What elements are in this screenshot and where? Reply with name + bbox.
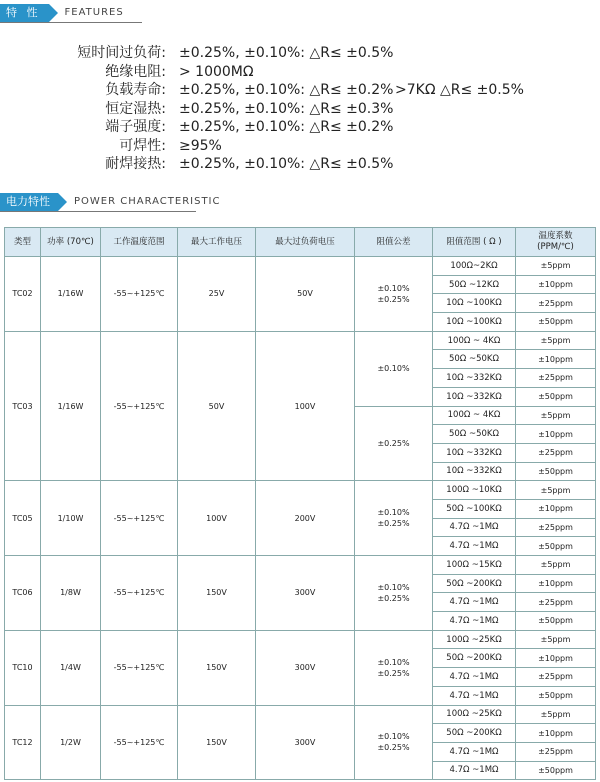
max-overload-voltage-cell: 300V bbox=[256, 556, 355, 631]
tcr-cell: ±50ppm bbox=[516, 313, 596, 332]
tcr-cell: ±50ppm bbox=[516, 462, 596, 481]
column-header: 类型 bbox=[5, 228, 41, 257]
table-row bbox=[5, 331, 596, 350]
column-header: 最大过负荷电压 bbox=[256, 228, 355, 257]
tolerance-cell: ±0.10% ±0.25% bbox=[355, 705, 433, 780]
power-characteristic-table bbox=[4, 227, 596, 780]
table-row bbox=[5, 630, 596, 649]
power-cell: 1/8W bbox=[41, 556, 101, 631]
resistance-range-cell: 4.7Ω ~1MΩ bbox=[433, 761, 516, 780]
resistance-range-cell: 100Ω ~25KΩ bbox=[433, 630, 516, 649]
tolerance-cell: ±0.10% bbox=[355, 331, 433, 406]
column-header: 功率 (70℃) bbox=[41, 228, 101, 257]
power-divider bbox=[0, 211, 196, 212]
tolerance-cell: ±0.10% ±0.25% bbox=[355, 257, 433, 332]
power-cell: 1/10W bbox=[41, 481, 101, 556]
resistance-range-cell: 4.7Ω ~1MΩ bbox=[433, 518, 516, 537]
table-row bbox=[5, 556, 596, 575]
feature-value: > 1000MΩ bbox=[179, 63, 254, 80]
column-header: 阻值公差 bbox=[355, 228, 433, 257]
tcr-cell: ±5ppm bbox=[516, 481, 596, 500]
model-type-cell: TC06 bbox=[5, 556, 41, 631]
tcr-cell: ±10ppm bbox=[516, 350, 596, 369]
resistance-range-cell: 50Ω ~100KΩ bbox=[433, 499, 516, 518]
resistance-range-cell: 10Ω ~332KΩ bbox=[433, 387, 516, 406]
max-voltage-cell: 150V bbox=[178, 705, 256, 780]
resistance-range-cell: 100Ω ~10KΩ bbox=[433, 481, 516, 500]
tcr-cell: ±50ppm bbox=[516, 537, 596, 556]
features-title-en: FEATURES bbox=[64, 7, 124, 18]
feature-row bbox=[62, 137, 222, 156]
feature-row bbox=[62, 81, 524, 100]
feature-label: 耐焊接热: bbox=[105, 156, 166, 172]
feature-label: 短时间过负荷: bbox=[77, 45, 166, 61]
model-type-cell: TC03 bbox=[5, 331, 41, 481]
table-header-row bbox=[5, 228, 596, 257]
column-header: 工作温度范围 bbox=[101, 228, 178, 257]
tcr-cell: ±10ppm bbox=[516, 649, 596, 668]
tcr-cell: ±25ppm bbox=[516, 443, 596, 462]
feature-label: 绝缘电阻: bbox=[105, 63, 166, 80]
max-overload-voltage-cell: 300V bbox=[256, 705, 355, 780]
tcr-cell: ±50ppm bbox=[516, 686, 596, 705]
power-cell: 1/16W bbox=[41, 331, 101, 481]
tolerance-cell: ±0.25% bbox=[355, 406, 433, 481]
temp-range-cell: -55~+125℃ bbox=[101, 556, 178, 631]
features-title-cn: 特 性 bbox=[0, 4, 49, 22]
resistance-range-cell: 50Ω ~200KΩ bbox=[433, 724, 516, 743]
temp-range-cell: -55~+125℃ bbox=[101, 630, 178, 705]
tolerance-cell: ±0.10% ±0.25% bbox=[355, 556, 433, 631]
max-voltage-cell: 50V bbox=[178, 331, 256, 481]
max-overload-voltage-cell: 300V bbox=[256, 630, 355, 705]
max-overload-voltage-cell: 100V bbox=[256, 331, 355, 481]
feature-label: 可焊性: bbox=[119, 137, 166, 154]
column-header: 最大工作电压 bbox=[178, 228, 256, 257]
tcr-cell: ±5ppm bbox=[516, 406, 596, 425]
feature-value: ±0.25%, ±0.10%: △R≤ ±0.2% bbox=[179, 119, 394, 135]
tcr-cell: ±10ppm bbox=[516, 574, 596, 593]
tcr-cell: ±5ppm bbox=[516, 257, 596, 276]
resistance-range-cell: 50Ω ~200KΩ bbox=[433, 649, 516, 668]
feature-value: ±0.25%, ±0.10%: △R≤ ±0.2% bbox=[179, 82, 394, 98]
max-overload-voltage-cell: 200V bbox=[256, 481, 355, 556]
resistance-range-cell: 100Ω ~15KΩ bbox=[433, 556, 516, 575]
features-divider bbox=[0, 22, 142, 23]
resistance-range-cell: 4.7Ω ~1MΩ bbox=[433, 537, 516, 556]
tolerance-cell: ±0.10% ±0.25% bbox=[355, 630, 433, 705]
table-body bbox=[5, 257, 596, 780]
tcr-cell: ±50ppm bbox=[516, 761, 596, 780]
resistance-range-cell: 100Ω ~25KΩ bbox=[433, 705, 516, 724]
tcr-cell: ±25ppm bbox=[516, 593, 596, 612]
tcr-cell: ±25ppm bbox=[516, 369, 596, 388]
resistance-range-cell: 50Ω ~12KΩ bbox=[433, 275, 516, 294]
feature-row bbox=[62, 44, 394, 63]
feature-value: ±0.25%, ±0.10%: △R≤ ±0.3% bbox=[179, 100, 394, 117]
tcr-cell: ±10ppm bbox=[516, 499, 596, 518]
power-cell: 1/2W bbox=[41, 705, 101, 780]
tcr-cell: ±50ppm bbox=[516, 612, 596, 631]
resistance-range-cell: 50Ω ~200KΩ bbox=[433, 574, 516, 593]
resistance-range-cell: 10Ω ~332KΩ bbox=[433, 443, 516, 462]
resistance-range-cell: 10Ω ~332KΩ bbox=[433, 462, 516, 481]
resistance-range-cell: 10Ω ~332KΩ bbox=[433, 369, 516, 388]
power-title-en: POWER CHARACTERISTIC bbox=[74, 196, 221, 207]
resistance-range-cell: 100Ω ~ 4KΩ bbox=[433, 406, 516, 425]
column-header: 温度系数 (PPM/℃) bbox=[516, 228, 596, 257]
power-cell: 1/16W bbox=[41, 257, 101, 332]
feature-label: 恒定湿热: bbox=[105, 100, 166, 117]
model-type-cell: TC12 bbox=[5, 705, 41, 780]
resistance-range-cell: 4.7Ω ~1MΩ bbox=[433, 742, 516, 761]
feature-value: ≥95% bbox=[179, 137, 222, 154]
max-voltage-cell: 100V bbox=[178, 481, 256, 556]
feature-value: ±0.25%, ±0.10%: △R≤ ±0.5% bbox=[179, 156, 394, 172]
feature-row bbox=[62, 118, 394, 137]
tcr-cell: ±25ppm bbox=[516, 668, 596, 687]
resistance-range-cell: 50Ω ~50KΩ bbox=[433, 350, 516, 369]
max-voltage-cell: 150V bbox=[178, 556, 256, 631]
feature-row bbox=[62, 63, 254, 82]
table-row bbox=[5, 257, 596, 276]
feature-extra-value: >7KΩ △R≤ ±0.5% bbox=[395, 82, 524, 98]
tcr-cell: ±25ppm bbox=[516, 294, 596, 313]
tcr-cell: ±5ppm bbox=[516, 630, 596, 649]
temp-range-cell: -55~+125℃ bbox=[101, 331, 178, 481]
resistance-range-cell: 100Ω ~ 4KΩ bbox=[433, 331, 516, 350]
feature-row bbox=[62, 155, 394, 174]
tcr-cell: ±5ppm bbox=[516, 705, 596, 724]
resistance-range-cell: 50Ω ~50KΩ bbox=[433, 425, 516, 444]
tcr-cell: ±5ppm bbox=[516, 556, 596, 575]
resistance-range-cell: 10Ω ~100KΩ bbox=[433, 294, 516, 313]
resistance-range-cell: 4.7Ω ~1MΩ bbox=[433, 612, 516, 631]
power-section-header bbox=[0, 193, 220, 211]
model-type-cell: TC05 bbox=[5, 481, 41, 556]
tcr-cell: ±25ppm bbox=[516, 742, 596, 761]
power-title-cn: 电力特性 bbox=[0, 193, 58, 211]
resistance-range-cell: 100Ω~2KΩ bbox=[433, 257, 516, 276]
tcr-cell: ±50ppm bbox=[516, 387, 596, 406]
resistance-range-cell: 4.7Ω ~1MΩ bbox=[433, 593, 516, 612]
tcr-cell: ±10ppm bbox=[516, 724, 596, 743]
resistance-range-cell: 4.7Ω ~1MΩ bbox=[433, 668, 516, 687]
max-voltage-cell: 25V bbox=[178, 257, 256, 332]
resistance-range-cell: 10Ω ~100KΩ bbox=[433, 313, 516, 332]
table-row bbox=[5, 705, 596, 724]
resistance-range-cell: 4.7Ω ~1MΩ bbox=[433, 686, 516, 705]
temp-range-cell: -55~+125℃ bbox=[101, 705, 178, 780]
power-cell: 1/4W bbox=[41, 630, 101, 705]
temp-range-cell: -55~+125℃ bbox=[101, 481, 178, 556]
model-type-cell: TC02 bbox=[5, 257, 41, 332]
tcr-cell: ±5ppm bbox=[516, 331, 596, 350]
feature-row bbox=[62, 100, 394, 119]
tcr-cell: ±25ppm bbox=[516, 518, 596, 537]
model-type-cell: TC10 bbox=[5, 630, 41, 705]
tcr-cell: ±10ppm bbox=[516, 275, 596, 294]
feature-value: ±0.25%, ±0.10%: △R≤ ±0.5% bbox=[179, 45, 394, 61]
max-overload-voltage-cell: 50V bbox=[256, 257, 355, 332]
feature-label: 负载寿命: bbox=[105, 82, 166, 98]
tolerance-cell: ±0.10% ±0.25% bbox=[355, 481, 433, 556]
tcr-cell: ±10ppm bbox=[516, 425, 596, 444]
max-voltage-cell: 150V bbox=[178, 630, 256, 705]
features-section-header bbox=[0, 4, 124, 22]
column-header: 阻值范围 ( Ω ) bbox=[433, 228, 516, 257]
features-list bbox=[62, 44, 524, 174]
temp-range-cell: -55~+125℃ bbox=[101, 257, 178, 332]
feature-label: 端子强度: bbox=[105, 119, 166, 135]
table-row bbox=[5, 481, 596, 500]
